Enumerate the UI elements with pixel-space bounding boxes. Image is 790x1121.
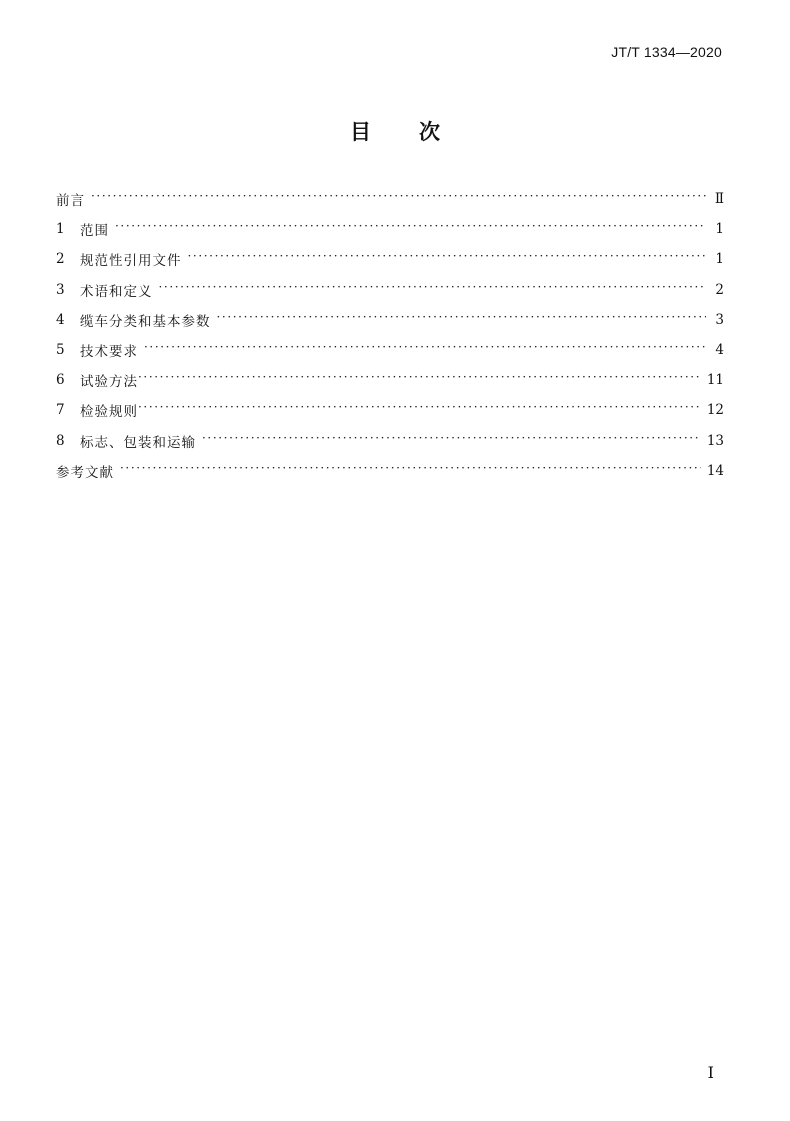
toc-entry-label: 范围 [80, 223, 109, 240]
toc-entry-page: 12 [706, 402, 724, 419]
toc-entry-8[interactable] [56, 426, 724, 456]
toc-entry-page: 11 [706, 372, 724, 389]
toc-entry-number: 8 [56, 432, 65, 449]
toc-entry-label: 规范性引用文件 [80, 253, 182, 270]
toc-leader-dots [202, 434, 701, 448]
toc-entry-label: 试验方法 [80, 374, 138, 391]
toc-entry-label: 技术要求 [80, 344, 138, 361]
toc-entry-page: 1 [715, 251, 724, 268]
toc-entry-page: 14 [706, 462, 724, 479]
toc-entry-number: 7 [56, 402, 65, 419]
toc-entry-label: 参考文献 [56, 464, 114, 481]
toc-entry-number: 4 [56, 311, 65, 328]
toc-leader-dots [115, 222, 706, 236]
standard-code: JT/T 1334—2020 [611, 44, 722, 60]
toc-entry-1[interactable] [56, 214, 724, 244]
toc-leader-dots [188, 252, 707, 266]
page-number: I [707, 1063, 714, 1082]
toc-entry-number: 3 [56, 281, 65, 298]
toc-entry-page: Ⅱ [714, 191, 724, 208]
toc-entry-number: 6 [56, 372, 65, 389]
toc-entry-page: 13 [706, 432, 724, 449]
toc-entry-label: 术语和定义 [80, 283, 153, 300]
toc-leader-dots [159, 283, 707, 297]
page-title [0, 116, 790, 146]
toc-entry-number: 5 [56, 342, 65, 359]
toc-entry-4[interactable] [56, 305, 724, 335]
table-of-contents [56, 184, 724, 486]
toc-entry-references[interactable] [56, 456, 724, 486]
toc-entry-5[interactable] [56, 335, 724, 365]
toc-leader-dots [144, 343, 706, 357]
toc-entry-7[interactable] [56, 395, 724, 425]
toc-leader-dots [138, 403, 701, 417]
toc-entry-page: 3 [715, 311, 724, 328]
toc-entry-number: 1 [56, 221, 65, 238]
toc-leader-dots [217, 313, 707, 327]
title-char-2: 次 [419, 120, 440, 144]
toc-entry-page: 2 [715, 281, 724, 298]
toc-entry-label: 检验规则 [80, 404, 138, 421]
toc-entry-page: 1 [715, 221, 724, 238]
toc-leader-dots [138, 373, 701, 387]
toc-entry-label: 标志、包装和运输 [80, 434, 196, 451]
title-char-1: 目 [350, 120, 371, 144]
toc-entry-6[interactable] [56, 365, 724, 395]
toc-entry-foreword[interactable] [56, 184, 724, 214]
toc-entry-page: 4 [715, 342, 724, 359]
toc-entry-3[interactable] [56, 275, 724, 305]
toc-leader-dots [120, 464, 701, 478]
toc-entry-2[interactable] [56, 244, 724, 274]
toc-entry-label: 前言 [56, 193, 85, 210]
toc-entry-number: 2 [56, 251, 65, 268]
toc-entry-label: 缆车分类和基本参数 [80, 313, 211, 330]
toc-leader-dots [91, 192, 706, 206]
